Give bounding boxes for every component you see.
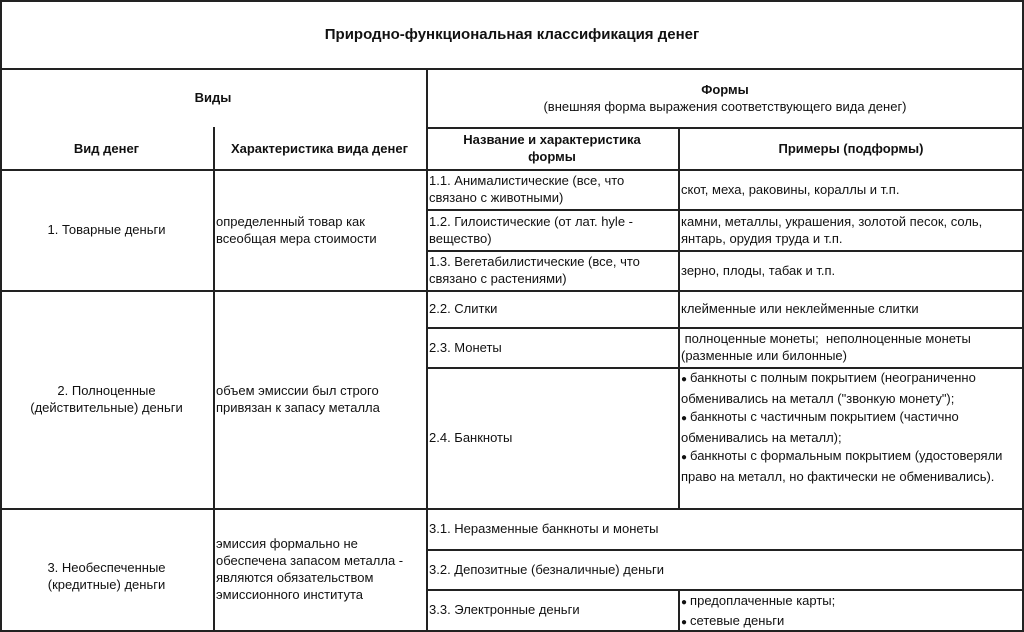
form-name-2-4: 2.4. Банкноты [429, 430, 513, 445]
form-examples-1-1: скот, меха, раковины, кораллы и т.п. [681, 181, 900, 197]
bullet-icon: ● [681, 617, 688, 628]
list-item: ● банкноты с полным покрытием (неограниченно обменивались на металл ("звонкую монету"); [681, 370, 976, 406]
list-item: ● сетевые деньги [681, 613, 785, 628]
column-header-vid: Вид денег [73, 140, 140, 156]
column-header-examples: Примеры (подформы) [778, 140, 924, 156]
list-item: ● банкноты с формальным покрытием (удостоверяли право на металл, но фактически не обменивались). [681, 448, 1003, 484]
bullet-icon: ● [681, 452, 688, 463]
form-name-2-3: 2.3. Монеты [429, 339, 502, 355]
bullet-icon: ● [681, 413, 688, 424]
vid-credit-money: 3. Необеспеченные (кредитные) деньги [47, 560, 166, 592]
list-item: ● предоплаченные карты; [681, 593, 836, 608]
form-name-1-2: 1.2. Гилоистические (от лат. hyle - вещество) [429, 213, 633, 246]
header-formy-subtitle: (внешняя форма выражения соответствующего вида денег) [543, 98, 907, 114]
form-examples-2-4 [678, 367, 1024, 508]
form-name-3-3: 3.3. Электронные деньги [429, 602, 580, 617]
form-name-1-3: 1.3. Вегетабилистические (все, что связано с растениями) [429, 254, 640, 286]
column-header-characteristic: Характеристика вида денег [230, 140, 409, 156]
grid-line [0, 630, 1024, 632]
form-name-1-1: 1.1. Анималистические (все, что связано с животными) [429, 173, 625, 205]
vid-commodity-money: 1. Товарные деньги [47, 222, 166, 237]
list-item: ● банкноты с частичным покрытием (частично обменивались на металл); [681, 409, 959, 445]
vid-full-value-money: 2. Полноценные (действительные) деньги [30, 383, 183, 415]
table-title: Природно-функциональная классификация денег [324, 25, 700, 43]
form-examples-2-3: полноценные монеты; неполноценные монеты (разменные или билонные) [681, 331, 975, 363]
banknote-examples-list [681, 369, 1018, 486]
form-name-2-2: 2.2. Слитки [429, 301, 498, 316]
form-name-3-1: 3.1. Неразменные банкноты и монеты [429, 521, 659, 536]
header-formy-title: Формы [701, 81, 749, 97]
header-formy [426, 68, 1024, 127]
char-commodity-money: определенный товар как всеобщая мера стоимости [216, 213, 377, 246]
bullet-icon: ● [681, 597, 688, 608]
header-vidy: Виды [194, 90, 232, 105]
bullet-icon: ● [681, 374, 688, 385]
form-examples-1-3: зерно, плоды, табак и т.п. [681, 262, 836, 278]
char-credit-money: эмиссия формально не обеспечена запасом металла - являются обязательством эмиссионного института [216, 536, 404, 602]
char-full-value-money: объем эмиссии был строго привязан к запасу металла [216, 383, 380, 415]
electronic-money-examples-list [681, 592, 835, 632]
form-examples-2-2: клейменные или неклейменные слитки [681, 301, 919, 316]
form-examples-3-3 [678, 589, 1024, 630]
column-header-form-name: Название и характеристика формы [463, 132, 641, 164]
form-name-3-2: 3.2. Депозитные (безналичные) деньги [429, 561, 665, 577]
form-examples-1-2: камни, металлы, украшения, золотой песок, соль, янтарь, орудия труда и т.п. [681, 213, 983, 246]
